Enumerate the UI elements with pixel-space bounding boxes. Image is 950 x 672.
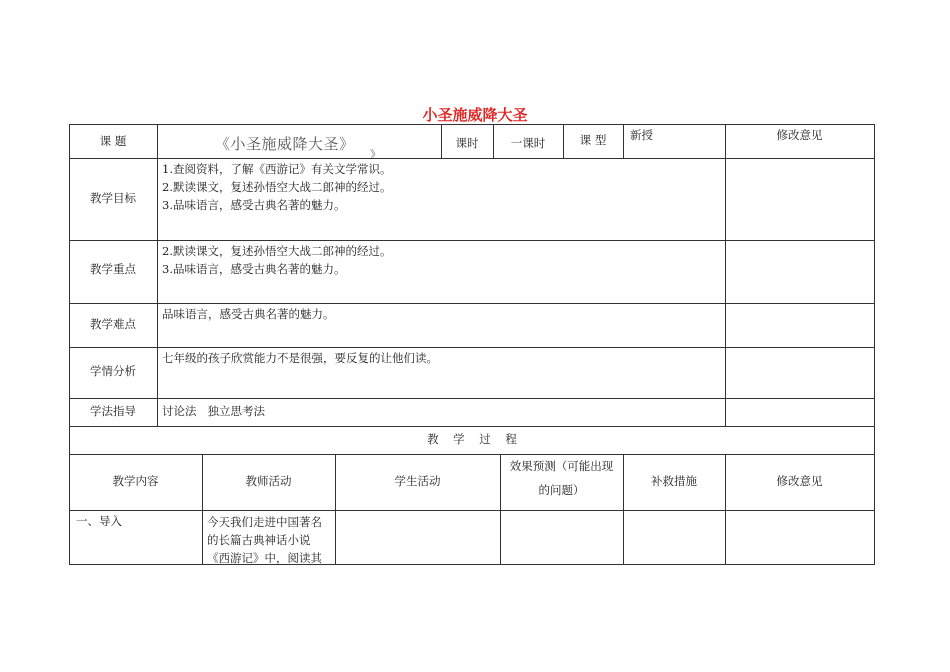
header-content: 教学内容 [112, 474, 159, 488]
method-label: 学法指导 [90, 404, 136, 418]
difficulties-label: 教学难点 [90, 317, 136, 331]
key-point-item: 2.默读课文，复述孙悟空大战二郎神的经过。 [162, 244, 392, 258]
analysis-text: 七年级的孩子欣赏能力不是很强，要反复的让他们读。 [162, 351, 438, 365]
topic-label: 课 题 [99, 134, 127, 148]
analysis-label: 学情分析 [90, 364, 136, 378]
lesson-name: 《小圣施威降大圣》 [215, 135, 355, 153]
type-label: 课 型 [579, 133, 607, 147]
key-point-item: 3.品味语言，感受古典名著的魅力。 [162, 262, 346, 276]
objectives-label: 教学目标 [90, 191, 136, 205]
teacher-activity-line: 今天我们走进中国著名 [207, 515, 322, 529]
periods-label: 课时 [455, 136, 479, 150]
method-text: 讨论法 独立思考法 [162, 404, 265, 418]
objective-item: 2.默读课文，复述孙悟空大战二郎神的经过。 [162, 180, 392, 194]
objective-item: 3.品味语言，感受古典名著的魅力。 [162, 198, 346, 212]
revision-label-top: 修改意见 [776, 128, 823, 142]
teacher-activity-line: 的长篇古典神话小说 [207, 533, 311, 547]
type-value: 新授 [630, 128, 653, 142]
difficulties-list [162, 305, 335, 323]
header-teacher: 教师活动 [245, 474, 292, 488]
periods-value: 一课时 [510, 136, 546, 150]
header-effect-line: 效果预测（可能出现 [509, 459, 614, 473]
teacher-activity-line: 《西游记》中，阅读其 [207, 551, 322, 565]
row-content: 一、导入 [76, 514, 122, 528]
header-effect [500, 457, 623, 499]
objectives-list [162, 160, 391, 214]
row-teacher-activity [207, 513, 322, 567]
header-remedy: 补救措施 [651, 474, 697, 488]
key-points-list [162, 242, 391, 278]
document-title: 小圣施威降大圣 [422, 106, 528, 124]
header-student: 学生活动 [394, 474, 441, 488]
lesson-name-close-mark: 》 [370, 148, 381, 161]
header-effect-line: 的问题） [538, 483, 585, 497]
difficulty-item: 品味语言，感受古典名著的魅力。 [162, 307, 335, 321]
header-revision: 修改意见 [776, 474, 823, 488]
key-points-label: 教学重点 [90, 262, 136, 276]
objective-item: 1.查阅资料，了解《西游记》有关文学常识。 [162, 162, 392, 176]
process-title: 教 学 过 程 [427, 432, 517, 446]
